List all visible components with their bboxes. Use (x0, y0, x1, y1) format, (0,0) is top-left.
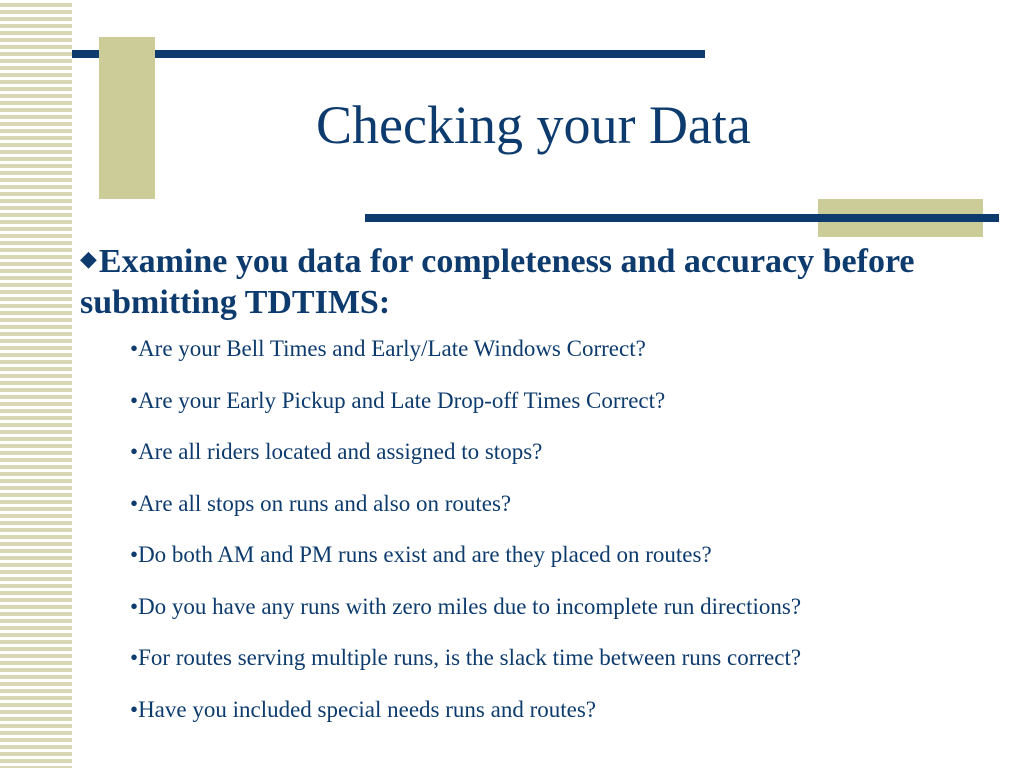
list-item (130, 542, 801, 594)
bullet-marker: • (130, 696, 139, 722)
list-item-text: Do you have any runs with zero miles due to incomplete run directions? (138, 593, 802, 619)
list-item (130, 491, 801, 543)
checklist (130, 336, 801, 748)
slide-title: Checking your Data (316, 95, 751, 155)
list-item (130, 439, 801, 491)
bullet-marker: • (130, 387, 139, 413)
bullet-marker: • (130, 645, 139, 670)
list-item-text: Are all riders located and assigned to stops? (138, 439, 543, 464)
bullet-marker: • (130, 542, 139, 567)
list-item (130, 645, 801, 697)
list-item-text: Have you included special needs runs and routes? (138, 696, 596, 722)
main-bullet-text: Examine you data for completeness and accuracy before submitting TDTIMS: (80, 243, 915, 321)
decorative-bottom-rule (365, 214, 999, 222)
decorative-tan-block-top (99, 37, 155, 199)
list-item-text: Do both AM and PM runs exist and are they placed on routes? (138, 542, 712, 567)
list-item (130, 697, 801, 749)
main-bullet (80, 238, 980, 323)
list-item (130, 594, 801, 646)
list-item (130, 336, 801, 388)
diamond-bullet-icon: ◆ (80, 246, 97, 271)
bullet-marker: • (130, 336, 139, 361)
list-item (130, 388, 801, 440)
decorative-top-rule (72, 50, 705, 58)
bullet-marker: • (130, 439, 139, 464)
bullet-marker: • (130, 490, 139, 516)
list-item-text: For routes serving multiple runs, is the slack time between runs correct? (138, 645, 802, 670)
list-item-text: Are your Bell Times and Early/Late Windows Correct? (138, 336, 646, 361)
list-item-text: Are all stops on runs and also on routes? (138, 490, 512, 516)
list-item-text: Are your Early Pickup and Late Drop-off Times Correct? (138, 387, 666, 413)
decorative-stripe-bar (0, 0, 72, 768)
bullet-marker: • (130, 593, 139, 619)
